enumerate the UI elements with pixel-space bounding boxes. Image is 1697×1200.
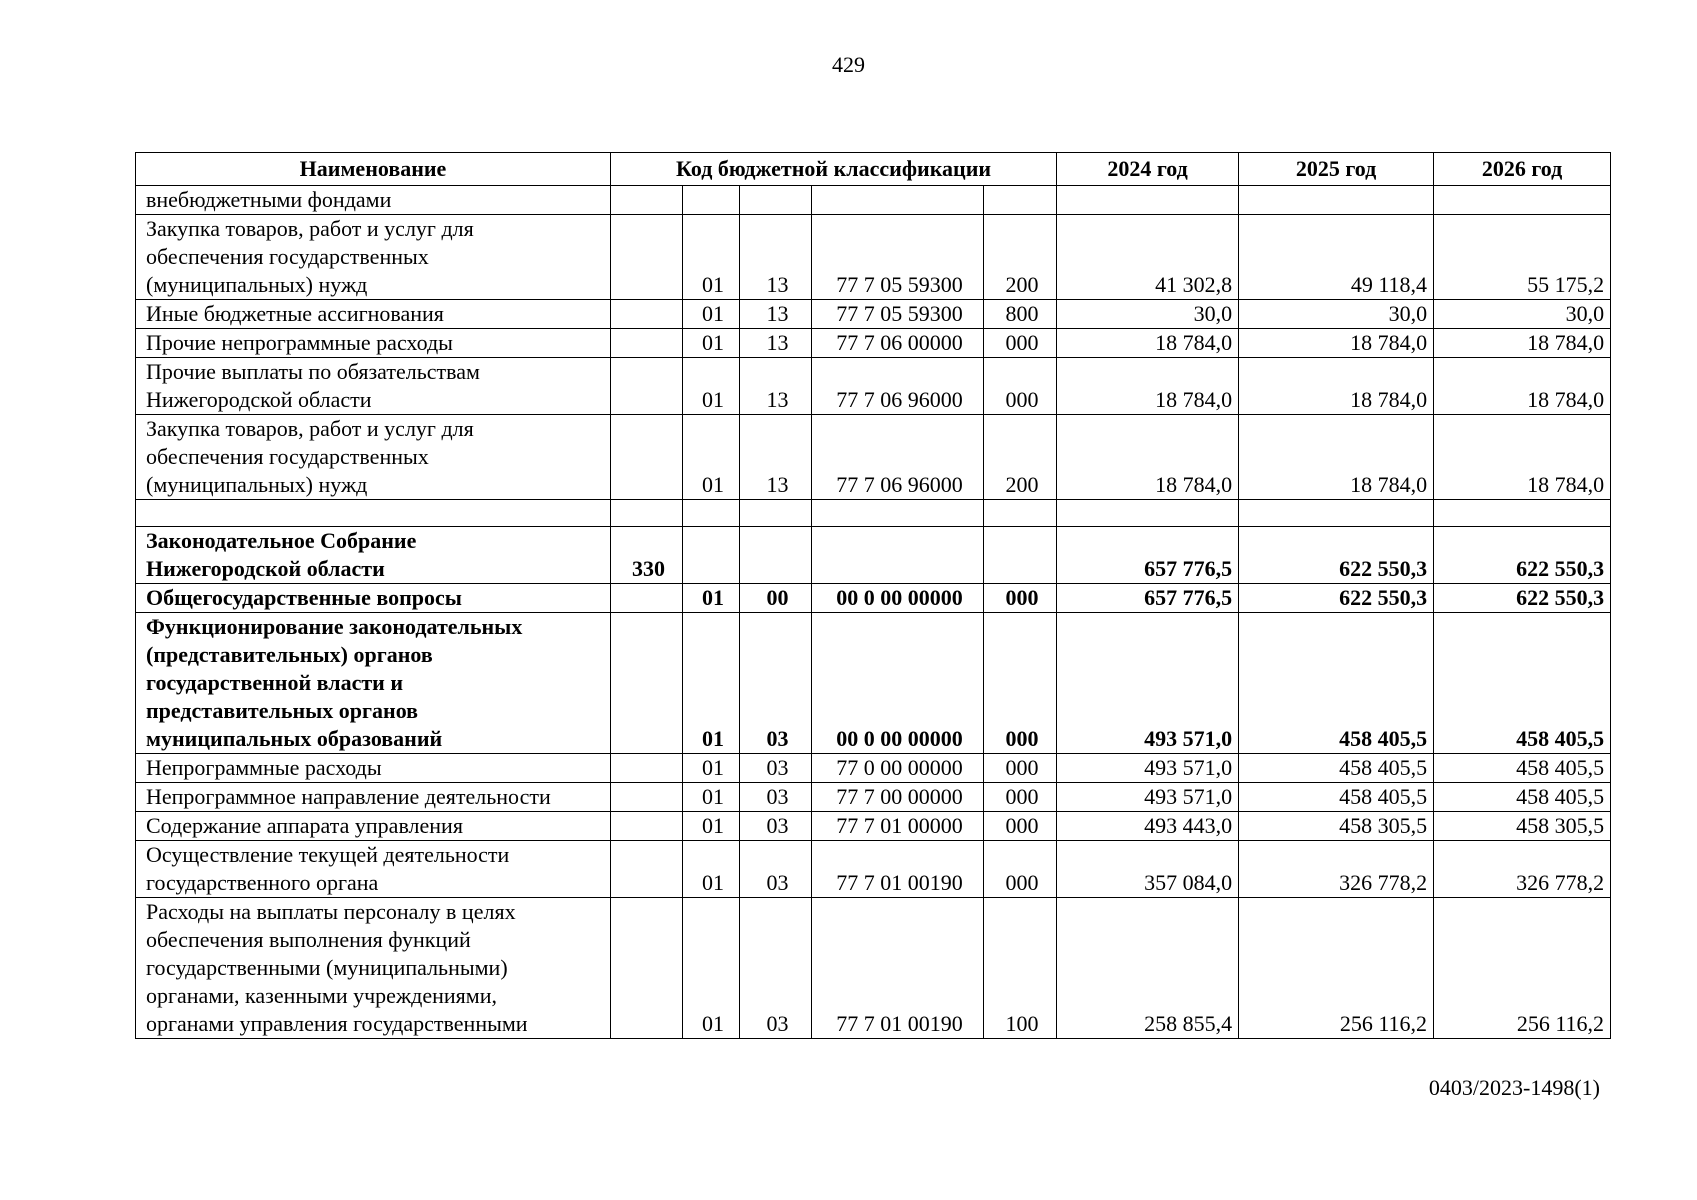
cell-expense-type: 000 [984,584,1057,613]
cell-ved-code [611,329,683,358]
table-header-row [136,153,1611,186]
cell-amount-2024: 657 776,5 [1057,584,1239,613]
cell-target-article: 77 7 01 00190 [812,898,984,1039]
cell-amount-2025: 18 784,0 [1239,329,1434,358]
cell-amount-2024: 357 084,0 [1057,841,1239,898]
cell-amount-2026 [1434,186,1611,215]
document-code: 0403/2023-1498(1) [1428,1075,1600,1100]
table-row [136,613,1611,754]
cell-name: внебюджетными фондами [136,186,611,215]
cell-section-code: 01 [683,415,740,500]
cell-amount-2024: 493 571,0 [1057,783,1239,812]
cell-subsection-code: 13 [740,415,812,500]
cell-expense-type [984,186,1057,215]
cell-ved-code [611,841,683,898]
cell-amount-2025: 326 778,2 [1239,841,1434,898]
cell-amount-2024 [1057,500,1239,527]
table-row [136,898,1611,1039]
cell-expense-type: 100 [984,898,1057,1039]
cell-name: Расходы на выплаты персоналу в целях обеспечения выполнения функций государственными (муниципальными) органами, казенными учреждениями, органами управления государственными [136,898,611,1039]
cell-section-code: 01 [683,898,740,1039]
cell-section-code: 01 [683,300,740,329]
cell-amount-2026 [1434,500,1611,527]
cell-amount-2024: 18 784,0 [1057,415,1239,500]
cell-ved-code [611,300,683,329]
cell-subsection-code: 03 [740,783,812,812]
cell-name: Прочие выплаты по обязательствам Нижегородской области [136,358,611,415]
cell-amount-2025: 18 784,0 [1239,358,1434,415]
table-row [136,358,1611,415]
cell-amount-2026: 458 305,5 [1434,812,1611,841]
cell-section-code: 01 [683,841,740,898]
cell-amount-2026: 326 778,2 [1434,841,1611,898]
cell-amount-2025: 458 405,5 [1239,783,1434,812]
cell-expense-type: 000 [984,783,1057,812]
cell-name: Закупка товаров, работ и услуг для обеспечения государственных (муниципальных) нужд [136,415,611,500]
cell-expense-type: 000 [984,812,1057,841]
cell-name: Непрограммные расходы [136,754,611,783]
cell-section-code [683,500,740,527]
cell-amount-2024 [1057,186,1239,215]
cell-amount-2026: 256 116,2 [1434,898,1611,1039]
header-code: Код бюджетной классификации [611,153,1057,186]
cell-expense-type: 000 [984,358,1057,415]
cell-amount-2025: 18 784,0 [1239,415,1434,500]
table-row [136,415,1611,500]
cell-subsection-code: 03 [740,841,812,898]
cell-amount-2026: 18 784,0 [1434,415,1611,500]
cell-target-article: 77 7 06 96000 [812,358,984,415]
cell-amount-2025: 256 116,2 [1239,898,1434,1039]
cell-amount-2025: 458 405,5 [1239,613,1434,754]
cell-name [136,500,611,527]
table-row [136,500,1611,527]
cell-amount-2026: 458 405,5 [1434,754,1611,783]
cell-amount-2025: 30,0 [1239,300,1434,329]
table-row [136,300,1611,329]
cell-amount-2026: 622 550,3 [1434,584,1611,613]
table-row [136,841,1611,898]
cell-ved-code [611,215,683,300]
cell-target-article [812,527,984,584]
cell-expense-type: 000 [984,841,1057,898]
cell-amount-2024: 493 571,0 [1057,613,1239,754]
cell-ved-code [611,783,683,812]
cell-section-code: 01 [683,358,740,415]
cell-amount-2025: 458 305,5 [1239,812,1434,841]
cell-ved-code [611,415,683,500]
header-2026: 2026 год [1434,153,1611,186]
cell-section-code: 01 [683,215,740,300]
cell-ved-code [611,186,683,215]
cell-amount-2026: 458 405,5 [1434,613,1611,754]
cell-ved-code [611,500,683,527]
cell-amount-2025: 622 550,3 [1239,527,1434,584]
cell-expense-type: 800 [984,300,1057,329]
table-row [136,329,1611,358]
cell-target-article: 77 7 05 59300 [812,215,984,300]
cell-expense-type: 000 [984,613,1057,754]
cell-name: Закупка товаров, работ и услуг для обеспечения государственных (муниципальных) нужд [136,215,611,300]
cell-target-article: 77 7 00 00000 [812,783,984,812]
cell-amount-2026: 622 550,3 [1434,527,1611,584]
cell-name: Законодательное Собрание Нижегородской области [136,527,611,584]
page-number: 429 [832,52,865,77]
table-row [136,584,1611,613]
table-row [136,783,1611,812]
cell-target-article: 00 0 00 00000 [812,613,984,754]
cell-section-code [683,527,740,584]
table-row [136,812,1611,841]
cell-section-code: 01 [683,754,740,783]
cell-amount-2025: 458 405,5 [1239,754,1434,783]
cell-section-code [683,186,740,215]
cell-subsection-code: 00 [740,584,812,613]
cell-amount-2025 [1239,500,1434,527]
cell-subsection-code: 13 [740,329,812,358]
cell-target-article [812,500,984,527]
cell-amount-2025 [1239,186,1434,215]
cell-section-code: 01 [683,812,740,841]
cell-name: Непрограммное направление деятельности [136,783,611,812]
header-2025: 2025 год [1239,153,1434,186]
cell-expense-type: 200 [984,215,1057,300]
cell-amount-2024: 258 855,4 [1057,898,1239,1039]
cell-target-article: 77 7 01 00190 [812,841,984,898]
cell-amount-2024: 493 571,0 [1057,754,1239,783]
cell-ved-code: 330 [611,527,683,584]
cell-ved-code [611,358,683,415]
cell-target-article: 00 0 00 00000 [812,584,984,613]
cell-section-code: 01 [683,613,740,754]
cell-target-article: 77 7 01 00000 [812,812,984,841]
table-body [136,186,1611,1039]
cell-expense-type [984,527,1057,584]
cell-amount-2026: 18 784,0 [1434,329,1611,358]
cell-ved-code [611,613,683,754]
cell-amount-2024: 493 443,0 [1057,812,1239,841]
cell-target-article: 77 7 06 96000 [812,415,984,500]
cell-amount-2026: 458 405,5 [1434,783,1611,812]
cell-ved-code [611,898,683,1039]
cell-amount-2024: 18 784,0 [1057,358,1239,415]
cell-name: Общегосударственные вопросы [136,584,611,613]
cell-subsection-code: 03 [740,613,812,754]
cell-amount-2024: 18 784,0 [1057,329,1239,358]
header-2024: 2024 год [1057,153,1239,186]
cell-subsection-code [740,186,812,215]
cell-section-code: 01 [683,584,740,613]
cell-subsection-code: 03 [740,898,812,1039]
cell-section-code: 01 [683,329,740,358]
cell-subsection-code: 03 [740,754,812,783]
cell-amount-2025: 622 550,3 [1239,584,1434,613]
cell-subsection-code: 13 [740,300,812,329]
cell-amount-2025: 49 118,4 [1239,215,1434,300]
cell-amount-2024: 657 776,5 [1057,527,1239,584]
cell-name: Осуществление текущей деятельности государственного органа [136,841,611,898]
table-row [136,527,1611,584]
cell-target-article [812,186,984,215]
cell-subsection-code: 13 [740,215,812,300]
budget-table [135,152,1611,1039]
cell-ved-code [611,754,683,783]
header-name: Наименование [136,153,611,186]
cell-expense-type [984,500,1057,527]
cell-subsection-code [740,527,812,584]
cell-amount-2026: 30,0 [1434,300,1611,329]
cell-amount-2026: 55 175,2 [1434,215,1611,300]
cell-name: Иные бюджетные ассигнования [136,300,611,329]
cell-expense-type: 000 [984,329,1057,358]
table-row [136,215,1611,300]
table-row [136,754,1611,783]
cell-amount-2024: 30,0 [1057,300,1239,329]
table-row [136,186,1611,215]
cell-subsection-code [740,500,812,527]
cell-amount-2026: 18 784,0 [1434,358,1611,415]
cell-section-code: 01 [683,783,740,812]
cell-name: Содержание аппарата управления [136,812,611,841]
cell-expense-type: 200 [984,415,1057,500]
cell-target-article: 77 7 05 59300 [812,300,984,329]
cell-subsection-code: 03 [740,812,812,841]
cell-name: Прочие непрограммные расходы [136,329,611,358]
cell-expense-type: 000 [984,754,1057,783]
cell-target-article: 77 0 00 00000 [812,754,984,783]
cell-ved-code [611,584,683,613]
cell-subsection-code: 13 [740,358,812,415]
cell-name: Функционирование законодательных (представительных) органов государственной власти и представительных органов муниципальных образований [136,613,611,754]
cell-amount-2024: 41 302,8 [1057,215,1239,300]
cell-ved-code [611,812,683,841]
cell-target-article: 77 7 06 00000 [812,329,984,358]
